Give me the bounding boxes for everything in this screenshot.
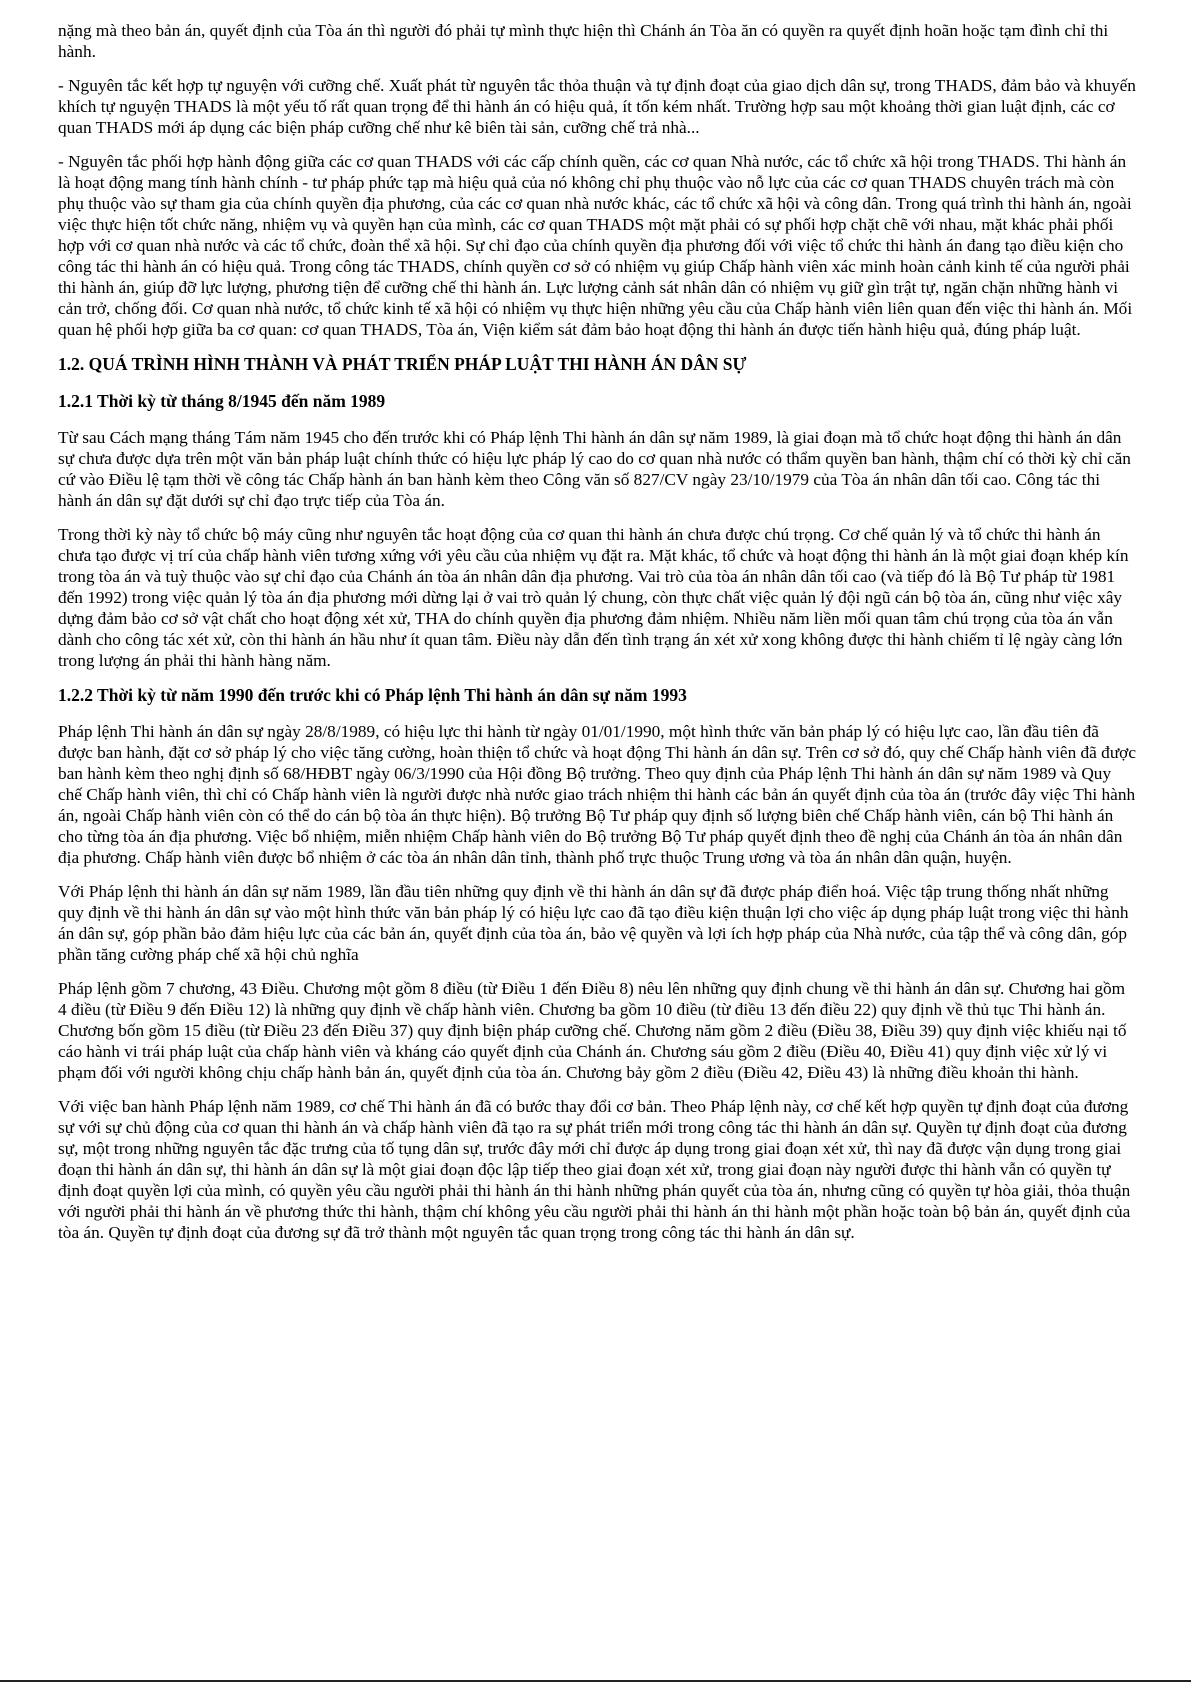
paragraph-coordination-principle: - Nguyên tắc phối hợp hành động giữa các cơ quan THADS với các cấp chính quền, các cơ quan Nhà nước, các tổ chức xã hội trong THADS. Thi hành án là hoạt động mang tính hành chính - tư pháp phức tạp mà hiệu quả của nó không chỉ phụ thuộc vào nỗ lực của các cơ quan THADS chuyên trách mà còn phụ thuộc vào sự tham gia của chính quyền địa phương, của các cơ quan nhà nước khác, các tổ chức xã hội và công dân. Trong quá trình thi hành án, ngoài việc thực hiện tốt chức năng, nhiệm vụ và quyền hạn của mình, các cơ quan THADS một mặt phải có sự phối hợp chặt chẽ với nhau, mặt khác phải phối hợp với cơ quan nhà nước và các tổ chức, đoàn thể xã hội. Sự chỉ đạo của chính quyền địa phương đối với việc tổ chức thi hành án đang tạo điều kiện cho công tác thi hành án có hiệu quả. Trong công tác THADS, chính quyền cơ sở có nhiệm vụ giúp Chấp hành viên xác minh hoàn cảnh kinh tế của người phải thi hành án, giúp đỡ lực lượng, phương tiện để cưỡng chế thi hành án. Lực lượng cảnh sát nhân dân có nhiệm vụ giữ gìn trật tự, ngăn chặn những hành vi cản trở, chống đối. Cơ quan nhà nước, tổ chức kinh tế xã hội có nhiệm vụ thực hiện những yêu cầu của Chấp hành viên liên quan đến việc thi hành án. Mối quan hệ phối hợp giữa ba cơ quan: cơ quan THADS, Tòa án, Viện kiểm sát đảm bảo hoạt động thi hành án được tiến hành hiệu quả, đúng pháp luật. xyxy=(58,152,1133,339)
paragraph-mechanism-change: Với việc ban hành Pháp lệnh năm 1989, cơ chế Thi hành án đã có bước thay đổi cơ bản. Theo Pháp lệnh này, cơ chế kết hợp quyền tự định đoạt của đương sự với sự chủ động của cơ quan thi hành án và chấp hành viên đã tạo ra sự phát triển mới trong công tác thi hành án dân sự. Quyền tự định đoạt của đương sự, một trong những nguyên tắc đặc trưng của tố tụng dân sự, trước đây mới chỉ được áp dụng trong giai đoạn xét xử, thì nay đã được vận dụng trong giai đoạn thi hành án dân sự, thi hành án dân sự là một giai đoạn độc lập tiếp theo giai đoạn xét xử, trong giai đoạn này người được thi hành vẫn có quyền tự định đoạt quyền lợi của mình, có quyền yêu cầu người phải thi hành án thi hành những phán quyết của tòa án, nhưng cũng có quyền tự hòa giải, thỏa thuận với người phải thi hành án về phương thức thi hành, thậm chí không yêu cầu người phải thi hành án thi hành một phần hoặc toàn bộ bản án, quyết định của tòa án. Quyền tự định đoạt của đương sự đã trở thành một nguyên tắc quan trọng trong công tác thi hành án dân sự. xyxy=(58,1097,1131,1242)
paragraph-continuation: nặng mà theo bản án, quyết định của Tòa án thì người đó phải tự mình thực hiện thì Chánh án Tòa ăn có quyền ra quyết định hoãn hoặc tạm đình chỉ thi hành. xyxy=(58,21,1109,61)
section-heading-1-2-1: 1.2.1 Thời kỳ từ tháng 8/1945 đến năm 1989 xyxy=(58,391,386,411)
paragraph-organization-period: Trong thời kỳ này tổ chức bộ máy cũng như nguyên tắc hoạt động của cơ quan thi hành án chưa được chú trọng. Cơ chế quản lý và tổ chức thi hành án chưa tạo được vị trí của chấp hành viên tương xứng với yêu cầu của nhiệm vụ đặt ra. Mặt khác, tổ chức và hoạt động thi hành án là một giai đoạn khép kín trong tòa án và tuỳ thuộc vào sự chỉ đạo của Chánh án tòa án nhân dân địa phương. Vai trò của tòa án nhân dân tối cao (và tiếp đó là Bộ Tư pháp từ 1981 đến 1992) trong việc quản lý tòa án địa phương mới dừng lại ở vai trò quản lý chung, còn thực chất việc quản lý đội ngũ cán bộ tòa án, cũng như việc xây dựng đảm bảo cơ sở vật chất cho hoạt động xét xử, THA do chính quyền địa phương đảm nhiệm. Nhiều năm liền mối quan tâm chú trọng của tòa án vẫn dành cho công tác xét xử, còn thi hành án hầu như ít quan tâm. Điều này dẫn đến tình trạng án xét xử xong không được thi hành chiếm tỉ lệ ngày càng lớn trong lượng án phải thi hành hàng năm. xyxy=(58,525,1129,670)
section-heading-1-2-2: 1.2.2 Thời kỳ từ năm 1990 đến trước khi có Pháp lệnh Thi hành án dân sự năm 1993 xyxy=(58,685,687,705)
paragraph-ordinance-structure: Pháp lệnh gồm 7 chương, 43 Điều. Chương một gồm 8 điều (từ Điều 1 đến Điều 8) nêu lên những quy định chung về thi hành án dân sự. Chương hai gồm 4 điều (từ Điều 9 đến Điều 12) là những quy định về chấp hành viên. Chương ba gồm 10 điều (từ điều 13 đến điều 22) quy định về thủ tục Thi hành án. Chương bốn gồm 15 điều (từ Điều 23 đến Điều 37) quy định biện pháp cưỡng chế. Chương năm gồm 2 điều (Điều 38, Điều 39) quy định việc khiếu nại tố cáo hành vi trái pháp luật của chấp hành viên và kháng cáo quyết định của Chánh án. Chương sáu gồm 2 điều (Điều 40, Điều 41) quy định việc xử lý vi phạm đối với người không chịu chấp hành bản án, quyết định của tòa án. Chương bảy gồm 2 điều (Điều 42, Điều 43) là những điều khoản thi hành. xyxy=(58,979,1127,1082)
paragraph-ordinance-1989: Pháp lệnh Thi hành án dân sự ngày 28/8/1989, có hiệu lực thi hành từ ngày 01/01/1990, một hình thức văn bản pháp lý có hiệu lực cao, lần đầu tiên đã được ban hành, đặt cơ sở pháp lý cho việc tăng cường, hoàn thiện tổ chức và hoạt động Thi hành án dân sự. Trên cơ sở đó, quy chế Chấp hành viên đã được ban hành kèm theo nghị định số 68/HĐBT ngày 06/3/1990 của Hội đồng Bộ trưởng. Theo quy định của Pháp lệnh Thi hành án dân sự năm 1989 và Quy chế Chấp hành viên, thì chỉ có Chấp hành viên là người được nhà nước giao trách nhiệm thi hành các bản án quyết định của tòa án (trước đây việc Thi hành án, ngoài Chấp hành viên còn có thể do cán bộ tòa án thực hiện). Bộ trưởng Bộ Tư pháp quy định số lượng biên chế Chấp hành viên, cán bộ Thi hành án cho từng tòa án địa phương. Việc bổ nhiệm, miễn nhiệm Chấp hành viên do Bộ trưởng Bộ Tư pháp quyết định theo đề nghị của Chánh án tòa án nhân dân địa phương. Chấp hành viên được bổ nhiệm ở các tòa án nhân dân tỉnh, thành phố trực thuộc Trung ương và tòa án nhân dân quận, huyện. xyxy=(58,722,1136,867)
paragraph-period-1945-1989: Từ sau Cách mạng tháng Tám năm 1945 cho đến trước khi có Pháp lệnh Thi hành án dân sự năm 1989, là giai đoạn mà tổ chức hoạt động thi hành án dân sự chưa được dựa trên một văn bản pháp luật chính thức có hiệu lực pháp lý cao do cơ quan nhà nước có thẩm quyền ban hành, thậm chí có thời kỳ chỉ căn cứ vào Điều lệ tạm thời về công tác Chấp hành án ban hành kèm theo Công văn số 827/CV ngày 23/10/1979 của Tòa án nhân dân tối cao. Công tác thi hành án dân sự đặt dưới sự chỉ đạo trực tiếp của Tòa án. xyxy=(58,428,1131,510)
page-bottom-rule xyxy=(0,1680,1191,1682)
paragraph-voluntary-coercion-principle: - Nguyên tắc kết hợp tự nguyện với cưỡng chế. Xuất phát từ nguyên tắc thỏa thuận và tự định đoạt của giao dịch dân sự, trong THADS, đảm bảo và khuyến khích tự nguyện THADS là một yếu tố rất quan trọng để thi hành án có hiệu quả, ít tốn kém nhất. Trường hợp sau một khoảng thời gian luật định, các cơ quan THADS mới áp dụng các biện pháp cưỡng chế như kê biên tài sản, cưỡng chế trả nhà... xyxy=(58,76,1136,137)
document-page xyxy=(58,20,1136,1256)
section-heading-1-2: 1.2. QUÁ TRÌNH HÌNH THÀNH VÀ PHÁT TRIỂN PHÁP LUẬT THI HÀNH ÁN DÂN SỰ xyxy=(58,354,747,374)
paragraph-codification: Với Pháp lệnh thi hành án dân sự năm 1989, lần đầu tiên những quy định về thi hành án dân sự đã được pháp điển hoá. Việc tập trung thống nhất những quy định về thi hành án dân sự vào một hình thức văn bản pháp lý có hiệu lực cao đã tạo điều kiện thuận lợi cho việc áp dụng pháp luật trong việc thi hành án dân sự, góp phần bảo đảm hiệu lực của các bản án, quyết định của tòa án, bảo vệ quyền và lợi ích hợp pháp của Nhà nước, của tập thể và công dân, góp phần tăng cường pháp chế xã hội chủ nghĩa xyxy=(58,882,1129,964)
